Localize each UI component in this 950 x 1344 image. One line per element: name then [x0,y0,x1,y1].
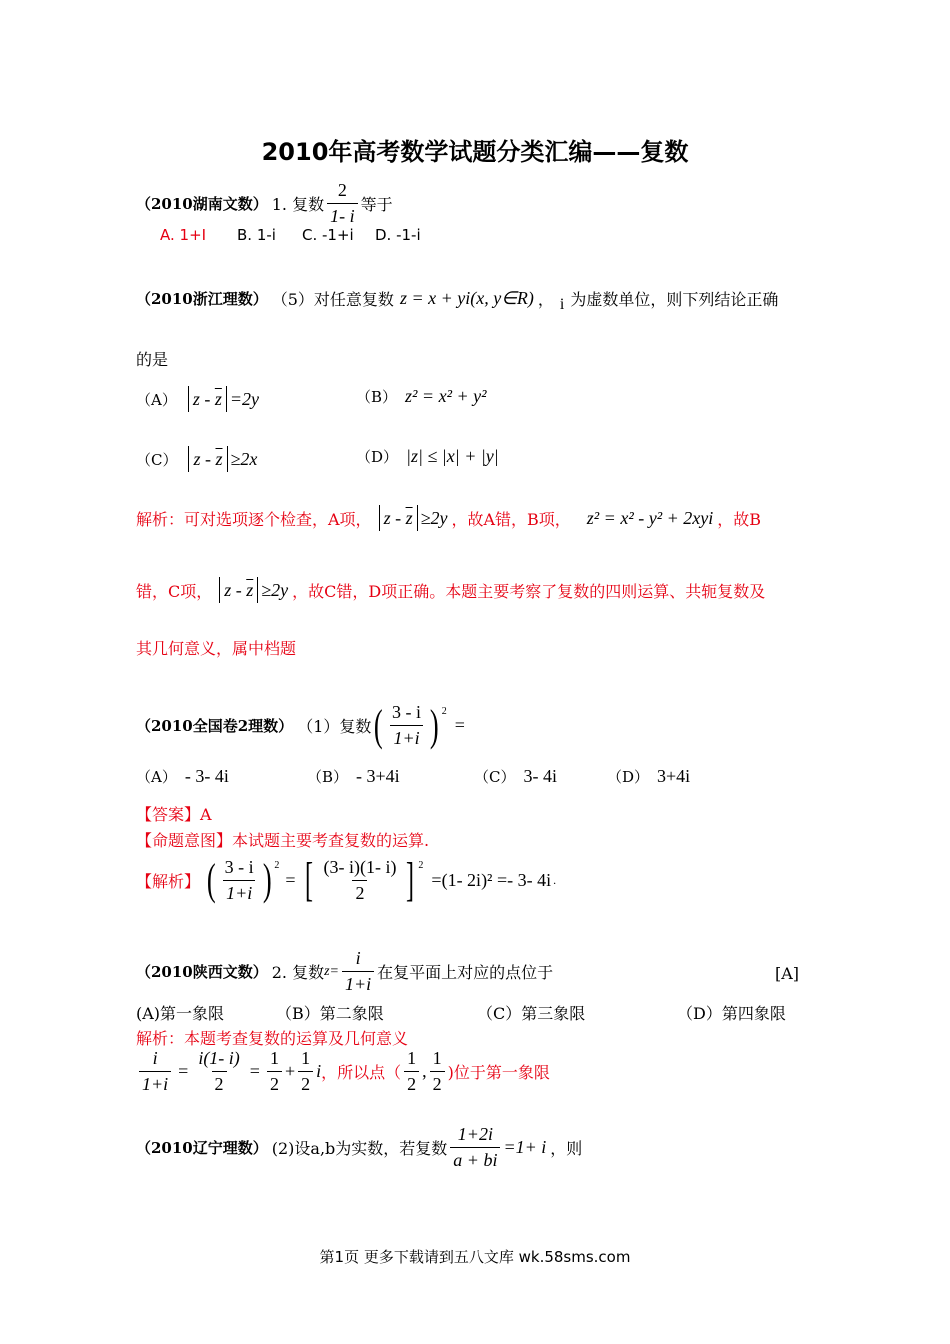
q3-frac-den: 1+i [390,725,422,749]
q5-stem-c: ，则 [550,1139,583,1158]
q4-option-c: （C）第三象限 [477,1004,586,1023]
q4-calc-i: i [316,1061,322,1081]
q1-fraction [327,180,358,227]
q1-option-b: B. 1-i [237,226,276,244]
q3-analysis-frac1-num: 3 - i [224,856,254,877]
q2-analysis-2c: ，故C错，D项正确。本题主要考察了复数的四则运算、共轭复数及 [292,581,766,601]
q4-stem [136,948,553,995]
q3-opt-b-value: - 3+4i [356,766,400,786]
q4-calc [136,1048,550,1095]
q4-calc-point: $\frac{1}{2}$ , $\frac{1}{2}$ [401,1048,448,1095]
q3-option-c [474,766,557,787]
q3-analysis-formula: ( $\frac{3 - i}{1+i}$ ) $^2$ = [ $\frac{(3- i)(1- i)}{2}$ ] $^2$ =(1- 2i)² =- 3- 4i . [206,853,557,906]
q2-option-a [136,386,259,412]
q1-option-d: D. -1-i [375,226,421,244]
q4-source: （2010陕西文数） [136,963,268,981]
q1-stem [136,180,393,227]
q4-fraction [342,948,374,995]
q3-analysis-frac2-den: 2 [352,880,367,904]
q2-analysis-1a: 解析：可对选项逐个检查，A项， [136,509,372,529]
q5-stem-a: (2)设a,b为实数，若复数 [271,1139,448,1158]
q3-opt-c-value: 3- 4i [523,766,557,786]
q4-calc-f2-den: 2 [212,1071,227,1095]
q4-calc-f4-num: 1 [301,1048,311,1068]
q3-opt-d-label: （D） [607,768,650,786]
q2-analysis-1b: ≥2y [420,507,448,528]
q4-z: z= [324,963,340,979]
q5-stem-b: =1+ i [503,1137,547,1157]
q1-stem-b: 等于 [360,195,393,214]
q3-analysis-tail: =(1- 2i)² =- 3- 4i [431,869,552,890]
q3-opt-a-value: - 3- 4i [184,766,229,786]
q2-analysis-line2 [136,577,765,603]
q3-analysis-label: 【解析】 [136,871,201,891]
q4-calc-f2-num: i(1- i) [198,1048,240,1068]
page-footer: 第1页 更多下载请到五八文库 wk.58sms.com [319,1248,631,1266]
q5-frac-den: a + bi [450,1147,500,1171]
q3-option-a [136,766,229,787]
q2-opt-a-formula: z - $\overline{z}$ =2y [185,386,259,412]
q4-calc-text-a: ，所以点（ [321,1063,402,1082]
q3-option-d [607,766,690,787]
q1-frac-num: 2 [337,180,347,200]
q1-option-c: C. -1+i [302,226,354,244]
q2-analysis-2a: 错，C项， [136,581,213,601]
q2-formula: z = x + yi(x, y∈R) [399,288,534,308]
q3-analysis [136,853,557,906]
q3-stem [136,702,465,749]
q2-option-d [356,446,499,467]
q2-option-b [356,386,487,407]
q3-source: （2010全国卷2理数） [136,717,294,735]
q2-source: （2010浙江理数） [136,290,268,308]
q1-option-a: A. 1+I [160,226,207,244]
q2-opt-b-label: （B） [356,388,398,406]
q3-intent: 【命题意图】本试题主要考查复数的运算. [136,831,430,850]
q3-analysis-frac2-num: (3- i)(1- i) [323,856,397,877]
q2-opt-a-rhs: =2y [229,388,259,409]
q5-stem [136,1124,582,1171]
q2-analysis-2b-formula: z - $\overline{z}$ ≥2y [216,577,288,603]
q4-calc-f1-num: i [152,1048,158,1068]
q2-opt-a-label: （A） [136,390,177,409]
q4-calc-p2-den: 2 [430,1071,445,1095]
q1-frac-den: 1- i [327,203,358,227]
q4-analysis: 解析：本题考查复数的运算及几何意义 [136,1029,409,1048]
q3-analysis-frac1-den: 1+i [223,880,255,904]
q4-answer: [A] [775,964,800,983]
q2-analysis-1b-formula: z - $\overline{z}$ ≥2y [376,505,448,531]
q5-fraction [450,1124,500,1171]
q4-calc-f3-den: 2 [267,1071,282,1095]
q4-calc-text-b: )位于第一象限 [447,1063,550,1082]
q3-answer: 【答案】A [136,805,212,824]
q2-analysis-1e: ，故B [717,509,761,529]
q4-calc-formula: $\frac{i}{1+i}$ = $\frac{i(1- i)}{2}$ = $\frac{1}{2}$ + $\frac{1}{2}$ i [136,1048,321,1095]
q2-analysis-line3: 其几何意义，属中档题 [136,639,297,658]
q2-stem [136,287,779,313]
q2-opt-c-rhs: ≥2x [230,448,258,469]
q3-stem-a: （1）复数 [297,717,372,736]
q5-frac-num: 1+2i [457,1124,493,1144]
q2-analysis-1d: z² = x² - y² + 2xyi [586,507,714,528]
q1-source: （2010湖南文数） [136,195,268,213]
q4-calc-p1-den: 2 [404,1071,419,1095]
q3-opt-b-label: （B） [307,768,349,786]
q3-option-b [307,766,400,787]
q2-stem-i: i [559,295,565,313]
page-title: 2010年高考数学试题分类汇编——复数 [261,138,689,166]
q2-analysis-line1 [136,505,761,531]
q4-calc-f1-den: 1+i [139,1071,171,1095]
q3-opt-a-label: （A） [136,768,177,786]
q5-source: （2010辽宁理数） [136,1139,268,1157]
q2-option-c [136,446,257,472]
q2-opt-c-label: （C） [136,450,178,469]
q3-opt-c-label: （C） [474,768,516,786]
q3-stem-b: = [454,715,465,735]
q4-frac-den: 1+i [342,971,374,995]
q2-stem-b: ， [537,290,554,309]
q2-opt-b-formula: z² = x² + y² [405,386,487,406]
q3-frac-num: 3 - i [392,702,422,722]
q3-formula: ( $\frac{3 - i}{1+i}$ ) $^2$ = [374,700,465,750]
q4-calc-p2-num: 1 [432,1048,442,1068]
q2-analysis-1c: ，故A错，B项， [451,509,571,529]
q4-option-a: (A)第一象限 [136,1004,225,1023]
q4-frac-num: i [355,948,361,968]
q2-opt-d-label: （D） [356,448,399,466]
q3-analysis-dot: . [553,872,557,887]
q2-stem-a: （5）对任意复数 [271,290,394,309]
q2-stem-c: 为虚数单位，则下列结论正确 [570,290,779,309]
q2-opt-d-formula: |z| ≤ |x| + |y| [406,446,499,466]
q4-calc-p1-num: 1 [407,1048,417,1068]
q4-option-b: （B）第二象限 [276,1004,384,1023]
q4-calc-f4-den: 2 [298,1071,313,1095]
q2-analysis-2b: ≥2y [261,579,289,600]
q2-opt-c-formula: z - $\overline{z}$ ≥2x [185,446,257,472]
q3-opt-d-value: 3+4i [657,766,691,786]
q2-stem-cont: 的是 [136,350,169,369]
q4-stem-b: 在复平面上对应的点位于 [377,963,554,982]
q4-calc-f3-num: 1 [269,1048,279,1068]
q4-option-d: （D）第四象限 [677,1004,786,1023]
q1-stem-a: 1. 复数 [271,195,325,214]
q4-stem-a: 2. 复数 [271,963,325,982]
